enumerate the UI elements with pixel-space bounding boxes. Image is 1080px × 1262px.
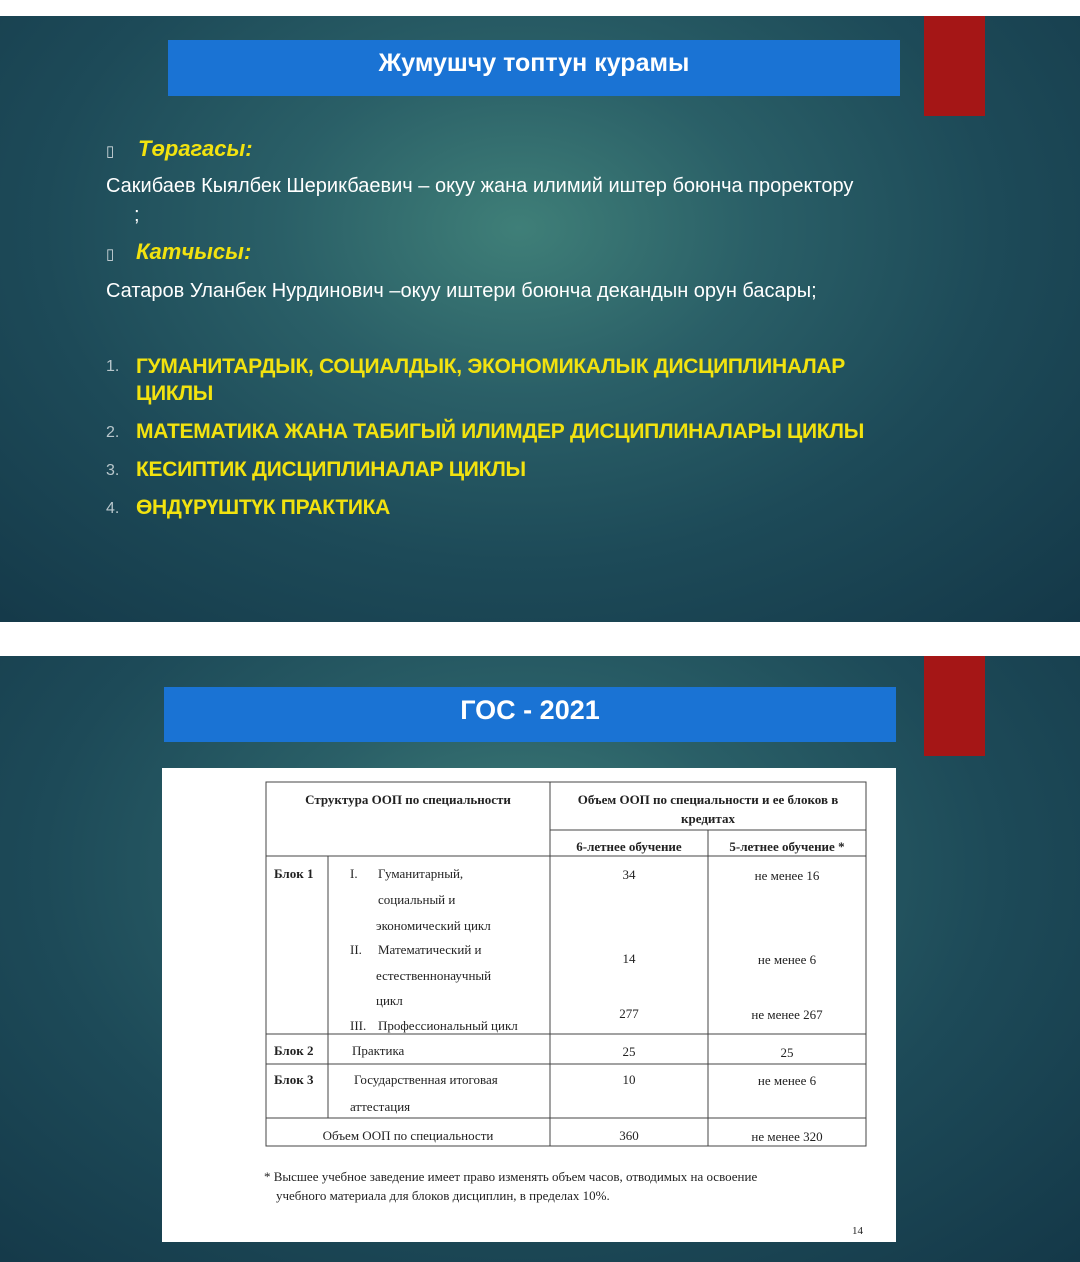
slide-title: ГОС - 2021	[164, 687, 896, 742]
table-header-5yr: 5-летнее обучение *	[729, 839, 845, 854]
block-3-6yr: 10	[622, 1072, 636, 1087]
table-header-volume: Объем ООП по специальности и ее блоков в	[577, 792, 839, 807]
block-3-5yr: не менее 6	[757, 1073, 817, 1088]
chair-label: Төрагасы:	[138, 136, 253, 161]
cycle-number: 2.	[106, 424, 120, 441]
cycle-number: 1.	[106, 358, 120, 375]
chair-name-tail: ;	[134, 204, 140, 226]
cycle-item: КЕСИПТИК ДИСЦИПЛИНАЛАР ЦИКЛЫ	[136, 458, 526, 481]
cycle-item: ӨНДҮРҮШТҮК ПРАКТИКА	[136, 496, 391, 519]
cycle-number: 4.	[106, 500, 120, 517]
chair-name: Сакибаев Кыялбек Шерикбаевич – окуу жана илимий иштер боюнча проректору	[106, 175, 854, 197]
bullet-icon: ▯	[106, 246, 115, 263]
cycle-number: 3.	[106, 462, 120, 479]
table-header-structure: Структура ООП по специальности	[305, 792, 511, 807]
slide-gos-2021	[0, 656, 1080, 1262]
slide-title: Жумушчу топтун курамы	[168, 40, 900, 96]
cycle-2-number: II.	[350, 942, 362, 957]
cycle-2-name: естественнонаучный	[376, 968, 492, 983]
cycle-3-name: Профессиональный цикл	[378, 1018, 518, 1033]
block-1-label: Блок 1	[274, 866, 314, 881]
cycle-item: МАТЕМАТИКА ЖАНА ТАБИГЫЙ ИЛИМДЕР ДИСЦИПЛИНАЛАРЫ ЦИКЛЫ	[136, 420, 864, 443]
secretary-label: Катчысы:	[136, 239, 252, 264]
cycle-2-5yr: не менее 6	[757, 952, 817, 967]
block-2-label: Блок 2	[274, 1043, 314, 1058]
cycle-item: ГУМАНИТАРДЫК, СОЦИАЛДЫК, ЭКОНОМИКАЛЫК ДИСЦИПЛИНАЛАР	[136, 355, 845, 378]
block-3-name: Государственная итоговая	[354, 1072, 498, 1087]
total-5yr: не менее 320	[751, 1129, 823, 1144]
footnote-line: учебного материала для блоков дисциплин, в пределах 10%.	[276, 1188, 610, 1203]
cycle-1-name: экономический цикл	[376, 918, 491, 933]
cycle-1-5yr: не менее 16	[754, 868, 820, 883]
cycle-2-name: Математический и	[378, 942, 482, 957]
table-header-volume-unit: кредитах	[681, 811, 735, 826]
cycle-2-6yr: 14	[622, 951, 636, 966]
footnote-line: * Высшее учебное заведение имеет право изменять объем часов, отводимых на освоение	[264, 1169, 758, 1184]
red-accent-bar	[924, 16, 985, 116]
page-number: 14	[852, 1225, 863, 1237]
table-header-6yr: 6-летнее обучение	[576, 839, 682, 854]
cycle-3-6yr: 277	[619, 1006, 639, 1021]
scanned-document	[162, 768, 896, 1242]
cycle-3-5yr: не менее 267	[751, 1007, 823, 1022]
cycle-1-name: Гуманитарный,	[378, 866, 464, 881]
total-6yr: 360	[619, 1128, 639, 1143]
cycle-1-number: I.	[350, 866, 358, 881]
block-2-name: Практика	[352, 1043, 405, 1058]
red-accent-bar	[924, 656, 985, 756]
cycle-3-number: III.	[350, 1018, 367, 1033]
total-label: Объем ООП по специальности	[322, 1128, 494, 1143]
cycle-2-name: цикл	[376, 993, 403, 1008]
secretary-name: Сатаров Уланбек Нурдинович –окуу иштери боюнча декандын орун басары;	[106, 280, 817, 302]
block-3-name: аттестация	[350, 1099, 411, 1114]
cycle-1-6yr: 34	[622, 867, 636, 882]
cycle-1-name: социальный и	[378, 892, 456, 907]
slide-working-group	[0, 16, 1080, 622]
block-2-5yr: 25	[780, 1045, 794, 1060]
cycle-item-continuation: ЦИКЛЫ	[136, 382, 214, 405]
block-2-6yr: 25	[622, 1044, 636, 1059]
bullet-icon: ▯	[106, 143, 115, 160]
block-3-label: Блок 3	[274, 1072, 314, 1087]
